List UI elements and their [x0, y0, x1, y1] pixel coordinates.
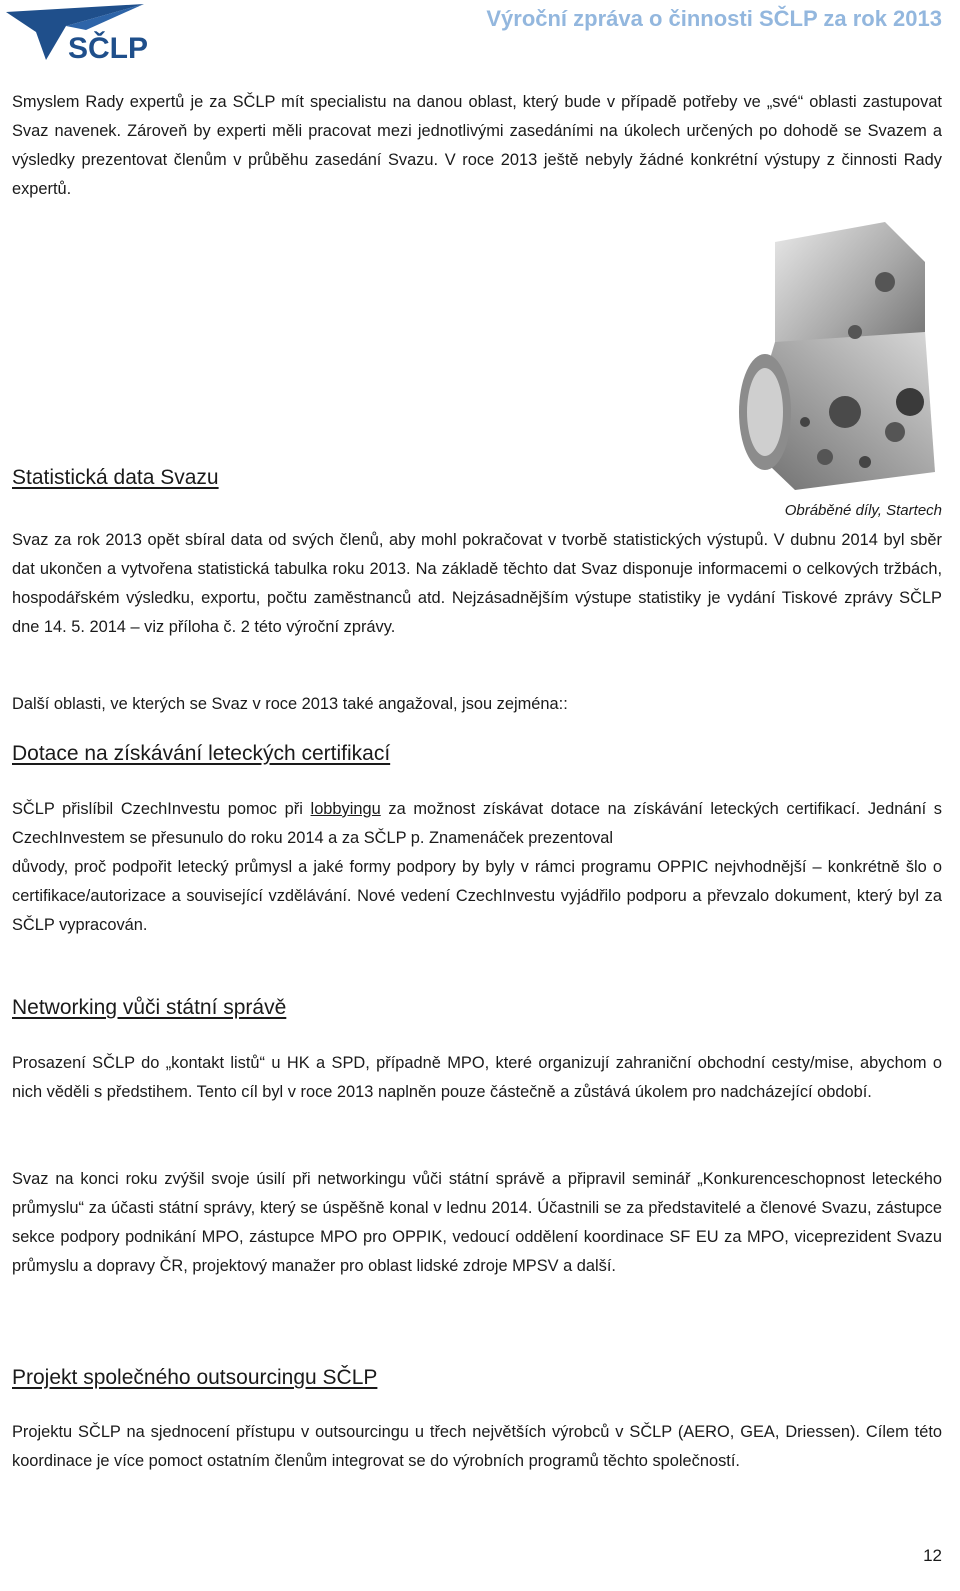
- outsourcing-paragraph: Projektu SČLP na sjednocení přístupu v outsourcingu u třech největších výrobců v SČLP (AERO, GEA, Driessen). Cílem této koordinace je více pomoct ostatním členům integrovat se do výrobních programů těchto společností.: [12, 1423, 942, 1470]
- intro-paragraph: Smyslem Rady expertů je za SČLP mít specialistu na danou oblast, který bude v případě potřeby ve „své“ oblasti zastupovat Svaz navenek. Zároveň by experti měli pracovat mezi jednotlivými zasedáními na úkolech určených po dohodě se Svazem a výsledky prezentovat členům v průběhu zasedání Svazu. V roce 2013 ještě nebyly žádné konkrétní výstupy z činnosti Rady expertů.: [12, 93, 942, 198]
- subsidies-text-b: za možnost získávat dotace na získávání leteckých certifikací. Jednání s CzechInvestem se přesunulo do roku 2014 a za SČLP p. Znamenáček prezentoval: [12, 800, 943, 847]
- figure-caption: Obráběné díly, Startech: [784, 502, 942, 519]
- heading-networking: Networking vůči státní správě: [12, 996, 287, 1019]
- heading-subsidies: Dotace na získávání leteckých certifikací: [12, 742, 391, 765]
- networking-paragraph-1: Prosazení SČLP do „kontakt listů“ u HK a SPD, případně MPO, které organizují zahraniční obchodní cesty/mise, abychom o nich věděli s předstihem. Tento cíl byl v roce 2013 naplněn pouze částečně a zůstává úkolem pro nadcházející období.: [12, 1054, 942, 1101]
- statistics-paragraph: Svaz za rok 2013 opět sbíral data od svých členů, aby mohl pokračovat v tvorbě statistických výstupů. V dubnu 2014 byl sběr dat ukončen a vytvořena statistická tabulka roku 2013. Na základě těchto dat Svaz disponuje informacemi o celkových tržbách, hospodářském výsledku, exportu, počtu zaměstnanců atd. Nejzásadnějším výstupe statistiky je vydání Tiskové zprávy SČLP dne 14. 5. 2014 – viz příloha č. 2 této výroční zprávy.: [12, 531, 942, 636]
- networking-paragraph-2: Svaz na konci roku zvýšil svoje úsilí při networkingu vůči státní správě a připravil seminář „Konkurenceschopnost leteckého průmyslu“ za účasti státní správy, který se úspěšně konal v lednu 2014. Účastnili se za představitelé a členové Svazu, zástupce sekce podpory podnikání MPO, zástupce MPO pro OPPIK, vedoucí oddělení koordinace SF EU za MPO, viceprezident Svazu průmyslu a dopravy ČR, projektový manažer pro oblast lidské zdroje MPSV a další.: [12, 1170, 942, 1275]
- subsidies-paragraph-2: důvody, proč podpořit letecký průmysl a jaké formy podpory by byly v rámci programu OPPIC nejvhodnější – konkrétně šlo o certifikace/autorizace a související vzdělávání. Nové vedení CzechInvestu vyjádřilo podporu a převzalo dokument, který byl za SČLP vypracován.: [12, 858, 942, 934]
- logo-text: SČLP: [68, 32, 149, 64]
- subsidies-paragraph-1: [12, 795, 942, 853]
- page-number: 12: [923, 1546, 942, 1565]
- subsidies-text-a: SČLP přislíbil CzechInvestu pomoc při: [12, 800, 311, 818]
- page-header: [0, 0, 960, 70]
- machined-part-image: [735, 222, 947, 500]
- other-areas-intro: Další oblasti, ve kterých se Svaz v roce 2013 také angažoval, jsou zejména::: [12, 695, 568, 713]
- heading-outsourcing: Projekt společného outsourcingu SČLP: [12, 1366, 378, 1389]
- heading-statistics: Statistická data Svazu: [12, 466, 219, 489]
- lobbying-link[interactable]: lobbyingu: [310, 800, 381, 818]
- sclp-logo: [6, 4, 156, 64]
- report-title: Výroční zpráva o činnosti SČLP za rok 2013: [486, 6, 942, 31]
